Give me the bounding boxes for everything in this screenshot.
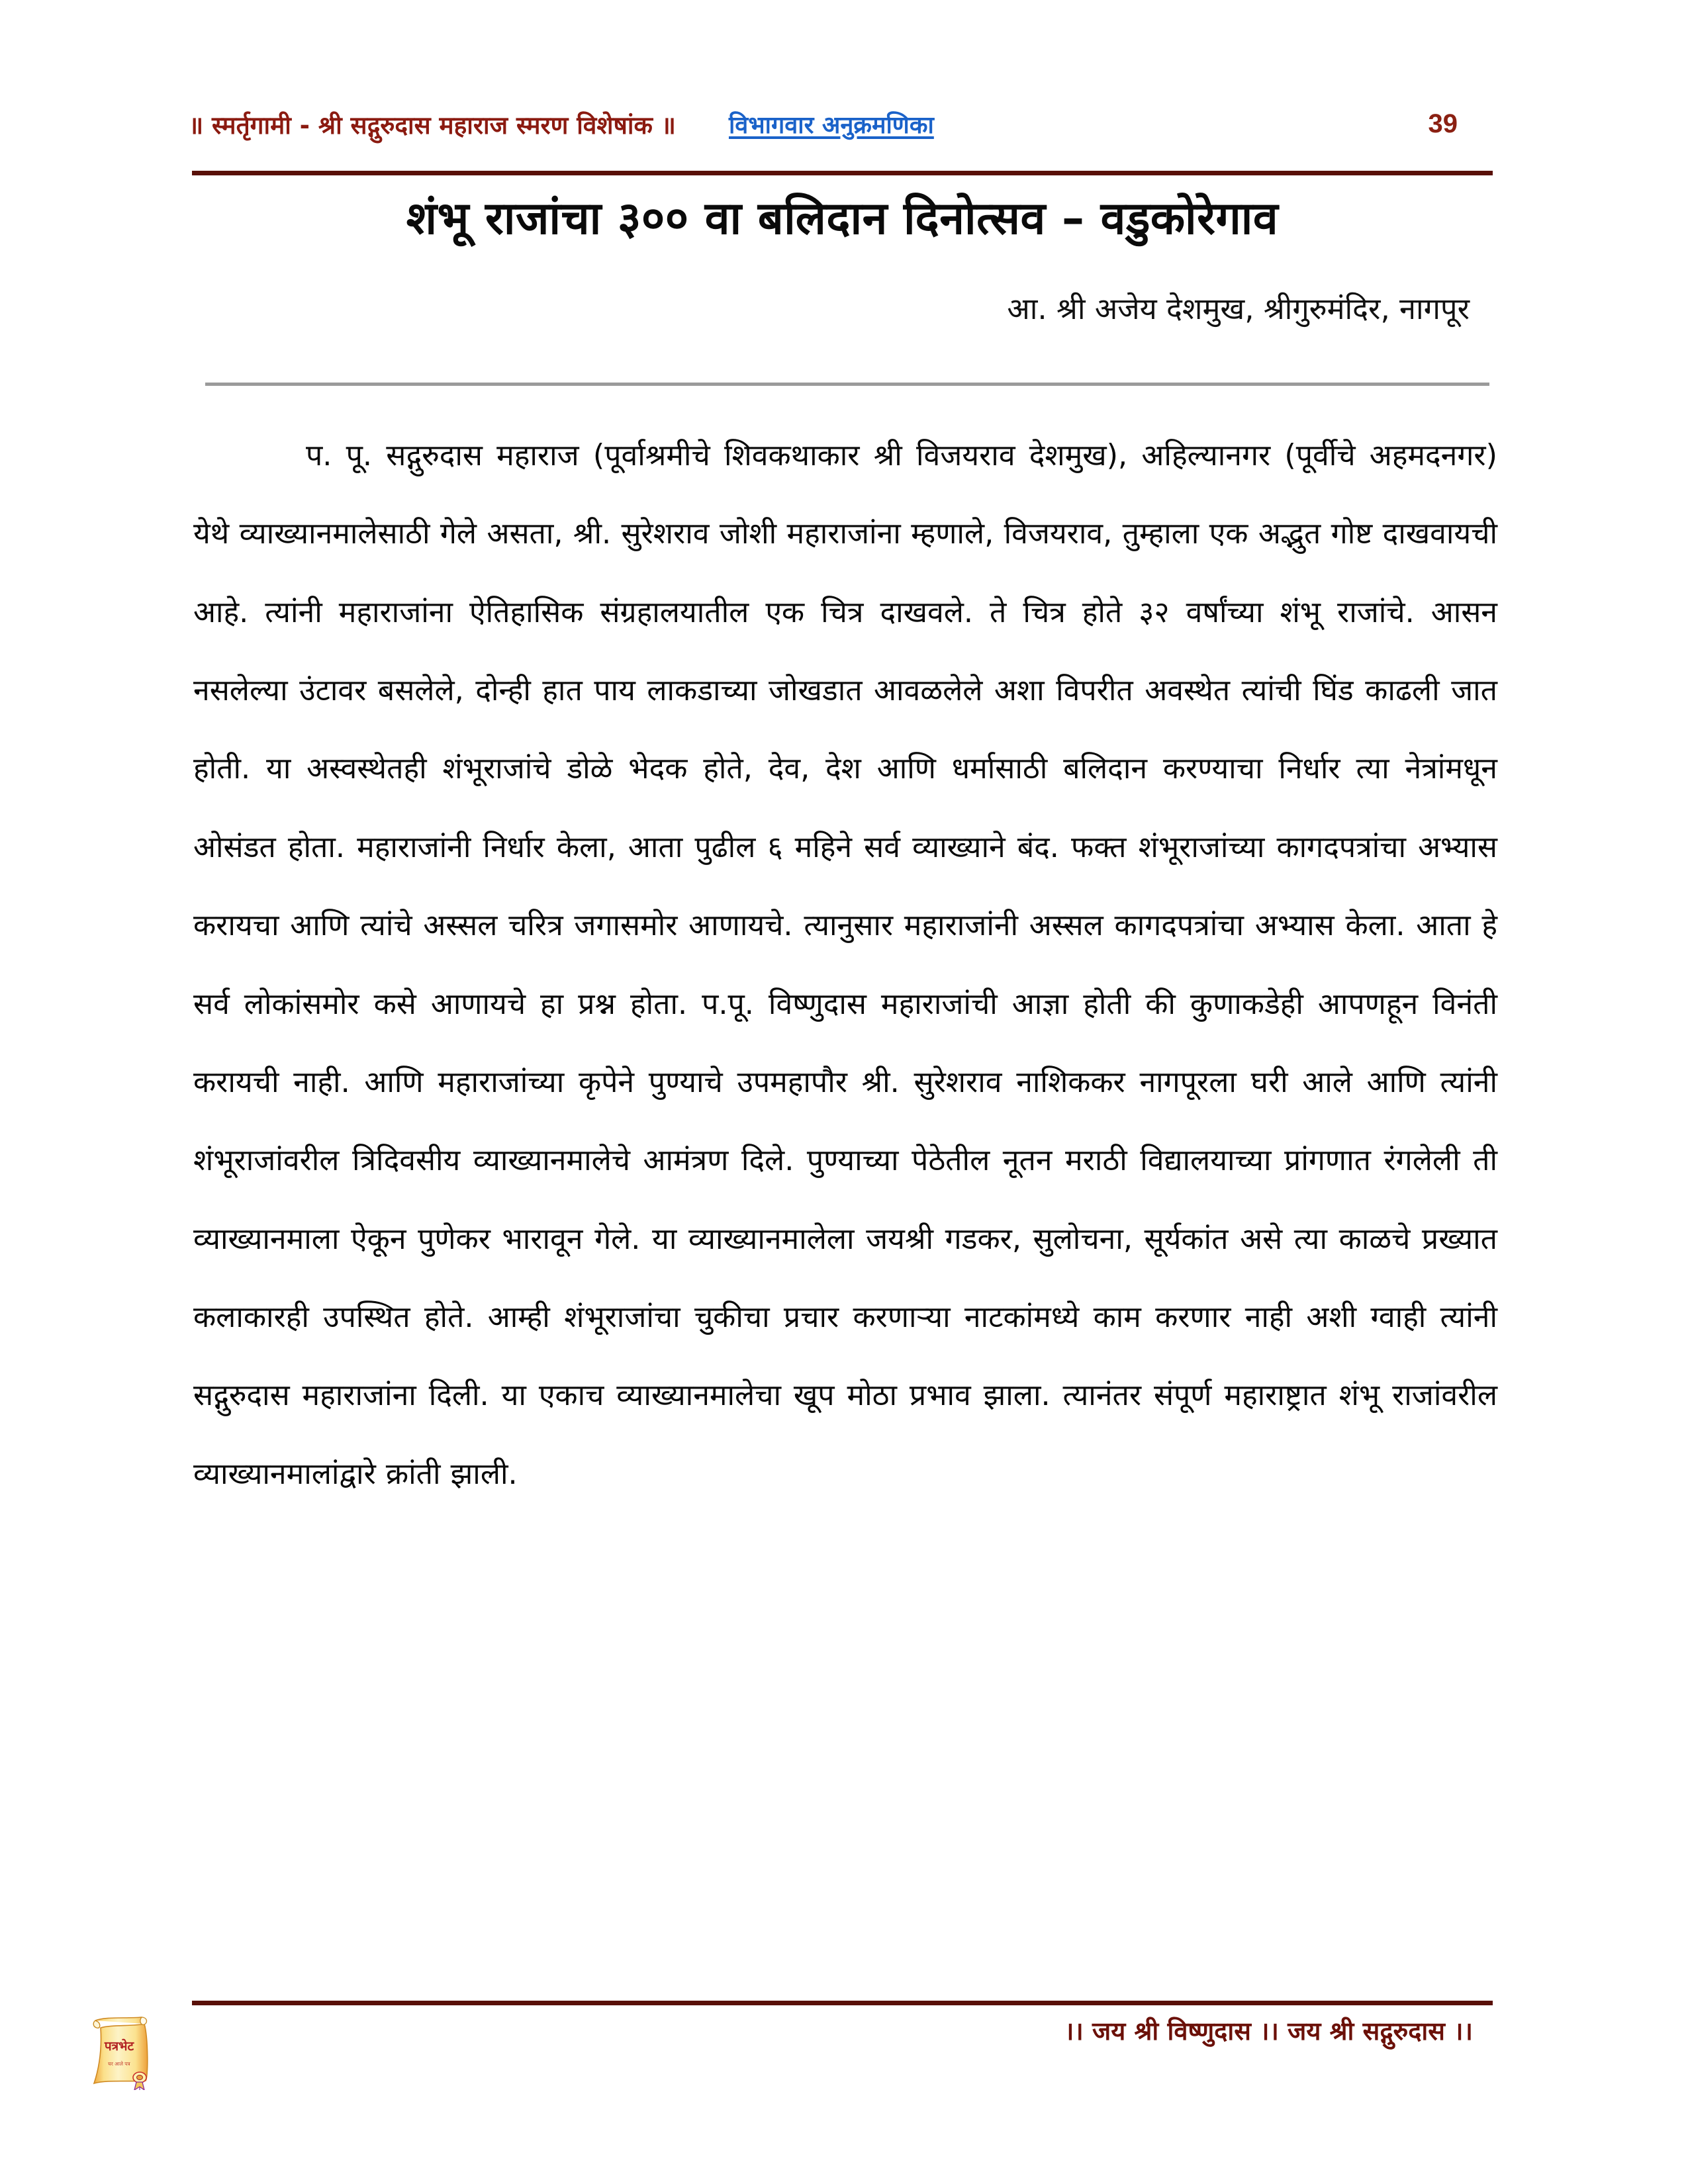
article-byline: आ. श्री अजेय देशमुख, श्रीगुरुमंदिर, नागपूर (1007, 291, 1470, 326)
scroll-icon (85, 2012, 165, 2090)
page-number: 39 (1428, 109, 1458, 138)
footer-blessing: ।। जय श्री विष्णुदास ।। जय श्री सद्गुरुदास ।। (1064, 2017, 1473, 2046)
page-header (189, 93, 1496, 156)
article-title: शंभू राजांचा ३०० वा बलिदान दिनोत्सव – वडुकोरेगाव (406, 193, 1279, 245)
svg-text:घर आले पत्र: घर आले पत्र (108, 2061, 130, 2067)
magazine-title: ॥ स्मर्तृगामी - श्री सद्गुरुदास महाराज स्मरण विशेषांक ॥ (189, 111, 676, 140)
header-divider (192, 171, 1493, 175)
footer-divider (192, 2001, 1493, 2005)
index-link[interactable]: विभागवार अनुक्रमणिका (728, 112, 934, 139)
svg-text:पत्रभेट: पत्रभेट (104, 2039, 134, 2054)
patrabhet-logo (85, 2012, 165, 2090)
byline-divider (205, 383, 1489, 386)
article-body: प. पू. सद्गुरुदास महाराज (पूर्वाश्रमीचे शिवकथाकार श्री विजयराव देशमुख), अहिल्यानगर (पूर्वीचे अहमदनगर) येथे व्याख्यानमालेसाठी गेले असता, श्री. सुरेशराव जोशी महाराजांना म्हणाले, विजयराव, तुम्हाला एक अद्भुत गोष्ट दाखवायची आहे. त्यांनी महाराजांना ऐतिहासिक संग्रहालयातील एक चित्र दाखवले. ते चित्र होते ३२ वर्षांच्या शंभू राजांचे. आसन नसलेल्या उंटावर बसलेले, दोन्ही हात पाय लाकडाच्या जोखडात आवळलेले अशा विपरीत अवस्थेत त्यांची घिंड काढली जात होती. या अस्वस्थेतही शंभूराजांचे डोळे भेदक होते, देव, देश आणि धर्मासाठी बलिदान करण्याचा निर्धार त्या नेत्रांमधून ओसंडत होता. महाराजांनी निर्धार केला, आता पुढील ६ महिने सर्व व्याख्याने बंद. फक्त शंभूराजांच्या कागदपत्रांचा अभ्यास करायचा आणि त्यांचे अस्सल चरित्र जगासमोर आणायचे. त्यानुसार महाराजांनी अस्सल कागदपत्रांचा अभ्यास केला. आता हे सर्व लोकांसमोर कसे आणायचे हा प्रश्न होता. प.पू. विष्णुदास महाराजांची आज्ञा होती की कुणाकडेही आपणहून विनंती करायची नाही. आणि महाराजांच्या कृपेने पुण्याचे उपमहापौर श्री. सुरेशराव नाशिककर नागपूरला घरी आले आणि त्यांनी शंभूराजांवरील त्रिदिवसीय व्याख्यानमालेचे आमंत्रण दिले. पुण्याच्या पेठेतील नूतन मराठी विद्यालयाच्या प्रांगणात रंगलेली ती व्याख्यानमाला ऐकून पुणेकर भारावून गेले. या व्याख्यानमालेला जयश्री गडकर, सुलोचना, सूर्यकांत असे त्या काळचे प्रख्यात कलाकारही उपस्थित होते. आम्ही शंभूराजांचा चुकीचा प्रचार करणाऱ्या नाटकांमध्ये काम करणार नाही अशी ग्वाही त्यांनी सद्गुरुदास महाराजांना दिली. या एकाच व्याख्यानमालेचा खूप मोठा प्रभाव झाला. त्यानंतर संपूर्ण महाराष्ट्रात शंभू राजांवरील व्याख्यानमालांद्वारे क्रांती झाली. (193, 439, 1497, 1491)
